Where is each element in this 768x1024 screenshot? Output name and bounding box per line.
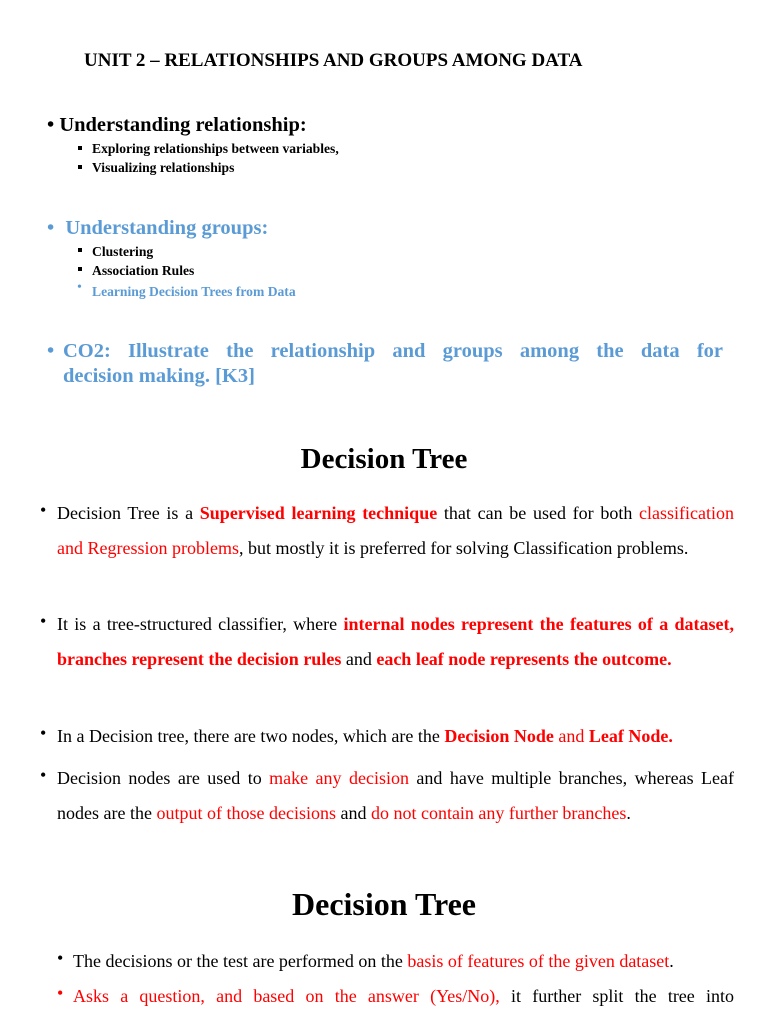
bullet-icon: •: [47, 217, 55, 239]
bullet-icon: •: [40, 500, 47, 520]
sub-item-relationships-variables: Exploring relationships between variables,: [92, 141, 339, 156]
paragraph-definition: [57, 496, 734, 565]
text: The decisions or the test are performed on the: [73, 951, 408, 971]
highlight-no-branches: do not contain any further branches: [370, 802, 627, 823]
sub-item-association-rules: Association Rules: [92, 263, 195, 278]
understanding-groups-heading: [47, 217, 268, 240]
text: that can be used for both: [437, 503, 640, 523]
bullet-icon: •: [47, 114, 55, 136]
text: .: [669, 951, 674, 971]
text: and: [335, 802, 371, 823]
highlight-decision-node: Decision Node: [444, 726, 554, 746]
bullet-icon: •: [40, 611, 47, 631]
text: .: [626, 802, 631, 823]
paragraph-tests: [73, 944, 734, 979]
square-bullet-icon: [78, 146, 82, 150]
bullet-icon: •: [40, 765, 47, 785]
co2-bullet-icon: •: [47, 340, 55, 362]
text: In a Decision tree, there are two nodes, which are the: [57, 726, 445, 746]
paragraph-decision-nodes: [57, 761, 734, 830]
text: It is a tree-structured classifier, where: [57, 614, 344, 634]
highlight-leaf-node-term: Leaf Node.: [588, 726, 673, 746]
heading-text: Understanding groups:: [65, 217, 269, 239]
text: and: [553, 726, 589, 746]
paragraph-structure: [57, 607, 734, 676]
text: and: [341, 648, 377, 669]
text: , but mostly it is preferred for solving Classification problems.: [238, 537, 689, 558]
paragraph-two-nodes: [57, 719, 734, 754]
text: it further split the tree into: [499, 986, 734, 1006]
square-bullet-icon: [78, 267, 82, 271]
highlight-internal-nodes: internal nodes represent the features of a dataset, branches represent the decision rules: [57, 614, 734, 669]
understanding-relationship-heading: [47, 114, 307, 137]
bullet-icon: •: [57, 983, 64, 1003]
text: Decision Tree is a: [57, 503, 200, 523]
paragraph-question: [73, 979, 734, 1014]
square-bullet-icon: [78, 165, 82, 169]
highlight-supervised: Supervised learning technique: [199, 503, 438, 523]
co2-line1: CO2: Illustrate the relationship and groups among the data for: [63, 340, 723, 362]
decision-tree-title-2: Decision Tree: [292, 886, 476, 922]
highlight-leaf-node: each leaf node represents the outcome.: [376, 648, 672, 669]
square-bullet-icon: [78, 248, 82, 252]
highlight-classification-regression: classification and Regression problems: [57, 503, 734, 558]
sub-item-decision-trees: Learning Decision Trees from Data: [92, 284, 296, 299]
highlight-ask-question: Asks a question, and based on the answer (Yes/No),: [73, 986, 500, 1006]
sub-item-clustering: Clustering: [92, 244, 154, 259]
highlight-features: basis of features of the given dataset: [407, 951, 670, 971]
decision-tree-title-1: Decision Tree: [300, 443, 468, 475]
bullet-icon: •: [57, 948, 64, 968]
highlight-output: output of those decisions: [156, 802, 336, 823]
unit-title: UNIT 2 – RELATIONSHIPS AND GROUPS AMONG DATA: [84, 50, 583, 71]
highlight-make-decision: make any decision: [269, 768, 409, 788]
dot-bullet-icon: •: [77, 280, 82, 295]
text: and have multiple branches, whereas Leaf nodes are the: [57, 768, 734, 823]
sub-item-visualizing: Visualizing relationships: [92, 160, 235, 175]
bullet-icon: •: [40, 723, 47, 743]
text: Decision nodes are used to: [57, 768, 270, 788]
co2-line2: decision making. [K3]: [63, 365, 255, 387]
heading-text: Understanding relationship:: [59, 114, 307, 136]
